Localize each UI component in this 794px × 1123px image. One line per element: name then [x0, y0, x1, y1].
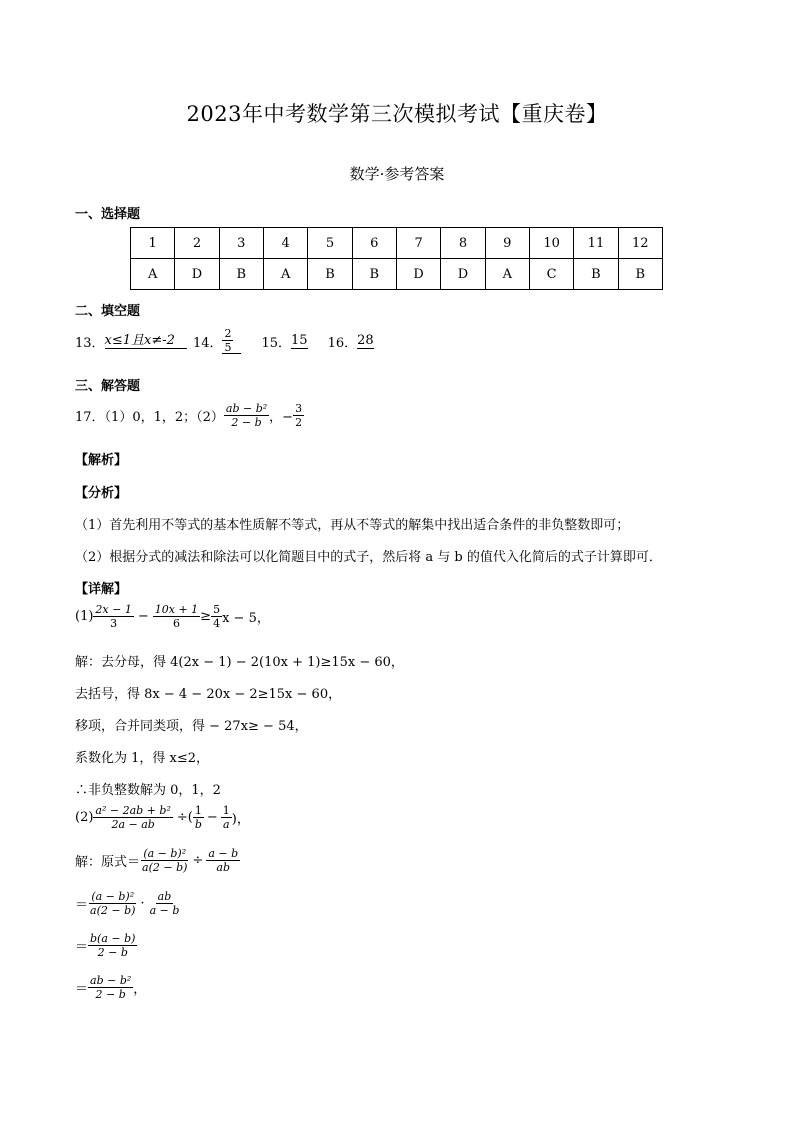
- q17-val-numerator: 3: [295, 402, 303, 415]
- table-cell: 12: [618, 228, 662, 259]
- table-cell: A: [485, 259, 529, 290]
- table-cell: B: [352, 259, 396, 290]
- part1-frac2: [153, 604, 200, 629]
- q14-denominator: 5: [224, 341, 232, 354]
- table-cell: 10: [529, 228, 573, 259]
- q13-answer: x≤1且x≠-2: [105, 334, 187, 349]
- part2-minus: −: [206, 810, 218, 825]
- table-cell: 9: [485, 228, 529, 259]
- part1-frac2-den: 6: [172, 617, 180, 630]
- step-remove-brackets: 去括号，得 8x − 4 − 20x − 2≥15x − 60，: [75, 687, 342, 702]
- table-cell: 8: [441, 228, 485, 259]
- page-subtitle: 数学·参考答案: [349, 165, 445, 183]
- step-combine-terms: 移项，合并同类项，得 − 27x≥ − 54，: [75, 719, 308, 734]
- part2-step1-frac2: [206, 848, 240, 873]
- section-choice-heading: 一、选择题: [75, 207, 141, 222]
- table-cell: 2: [175, 228, 219, 259]
- part2-div: ÷(: [176, 810, 193, 825]
- part1-frac1: [93, 604, 133, 629]
- q17-separator: ，−: [269, 410, 294, 425]
- part1-prefix: (1): [75, 609, 94, 624]
- part2-step2-prefix: ＝: [75, 898, 89, 913]
- part2-step4-tail: ，: [133, 982, 147, 997]
- part2-step3-frac: [88, 933, 137, 958]
- q14-answer-fraction: [222, 328, 241, 354]
- q17-frac-denominator: 2 − b: [231, 416, 262, 429]
- q15-number: 15．: [261, 335, 292, 351]
- part1-frac3-den: 4: [213, 617, 221, 630]
- table-cell: 3: [219, 228, 263, 259]
- q15-answer: 15: [291, 332, 308, 348]
- part1-frac3-num: 5: [213, 603, 221, 616]
- table-cell: 7: [396, 228, 440, 259]
- table-cell: B: [618, 259, 662, 290]
- part2-step2-frac2-den: a − b: [149, 904, 180, 917]
- q13-number: 13．: [75, 335, 105, 351]
- table-cell: 4: [263, 228, 307, 259]
- part2-frac2-num: 1: [194, 804, 202, 817]
- table-cell: A: [131, 259, 175, 290]
- section-solve-heading: 三、解答题: [75, 379, 141, 394]
- part2-step4-frac: [88, 975, 133, 1000]
- part2-expression: [75, 805, 250, 830]
- section-fill-heading: 二、填空题: [75, 304, 141, 319]
- part2-frac1-num: a² − 2ab + b²: [95, 804, 171, 817]
- table-cell: 11: [574, 228, 618, 259]
- q17-val-denominator: 2: [295, 416, 303, 429]
- part2-frac2-den: b: [194, 818, 202, 831]
- part1-frac2-num: 10x + 1: [154, 603, 199, 616]
- table-cell: 1: [131, 228, 175, 259]
- q17-prefix: 17．（1）0，1，2；（2）: [75, 410, 224, 425]
- table-cell: B: [574, 259, 618, 290]
- part2-step2-frac1: [88, 891, 137, 916]
- table-cell: C: [529, 259, 573, 290]
- part2-step3-prefix: ＝: [75, 940, 89, 955]
- part2-step1-frac2-num: a − b: [208, 847, 239, 860]
- part2-step1-div: ÷: [192, 853, 204, 868]
- part2-step4-frac-num: ab − b²: [90, 974, 132, 987]
- q16-answer: 28: [357, 332, 374, 348]
- part2-tail: )，: [231, 812, 250, 827]
- part2-step4-frac-den: 2 − b: [95, 988, 126, 1001]
- q17-value-fraction: [293, 403, 304, 428]
- step-clear-denominator: 解：去分母，得 4(2x − 1) − 2(10x + 1)≥15x − 60，: [75, 655, 404, 670]
- table-cell: D: [441, 259, 485, 290]
- q14-numerator: 2: [224, 327, 232, 340]
- q17-answer-line: [75, 403, 304, 428]
- table-cell: A: [263, 259, 307, 290]
- jiexi-label: 【解析】: [75, 453, 128, 468]
- analysis-line-2: （2）根据分式的减法和除法可以化简题目中的式子，然后将 a 与 b 的值代入化简后的式子计算即可．: [75, 550, 662, 565]
- part2-frac1: [93, 805, 172, 830]
- table-row-answers: [131, 259, 663, 290]
- table-cell: D: [175, 259, 219, 290]
- table-cell: B: [308, 259, 352, 290]
- table-cell: B: [219, 259, 263, 290]
- table-cell: D: [396, 259, 440, 290]
- part2-prefix: (2): [75, 810, 94, 825]
- part2-step3-frac-den: 2 − b: [97, 946, 128, 959]
- part2-step3-frac-num: b(a − b): [90, 932, 136, 945]
- part2-step4-prefix: ＝: [75, 982, 89, 997]
- xiangjie-label: 【详解】: [75, 582, 128, 597]
- part2-step2: [75, 891, 181, 916]
- part2-step1-frac2-den: ab: [216, 861, 231, 874]
- page-title: 2023年中考数学第三次模拟考试【重庆卷】: [186, 102, 608, 126]
- answer-table: [130, 227, 663, 290]
- part1-ge: ≥: [200, 609, 212, 624]
- part2-step2-frac2: [148, 891, 182, 916]
- part2-frac3-den: a: [223, 818, 230, 831]
- table-cell: 5: [308, 228, 352, 259]
- fill-answers-line: [75, 328, 374, 354]
- part1-minus: −: [137, 609, 149, 624]
- step-conclusion: ∴非负整数解为 0，1，2: [75, 783, 221, 798]
- fenxi-label: 【分析】: [75, 486, 128, 501]
- part1-frac3: [211, 604, 222, 629]
- table-row-numbers: [131, 228, 663, 259]
- part1-inequality: [75, 604, 270, 629]
- q14-number: 14．: [192, 335, 223, 351]
- table-cell: 6: [352, 228, 396, 259]
- q17-frac-numerator: ab − b²: [225, 402, 268, 415]
- part2-step1: [75, 848, 240, 873]
- part2-step3: [75, 933, 137, 958]
- part1-frac1-num: 2x − 1: [95, 603, 132, 616]
- part2-frac1-den: 2a − ab: [111, 818, 155, 831]
- part2-step1-frac1-num: (a − b)²: [143, 847, 187, 860]
- q17-fraction: [224, 403, 269, 428]
- part2-step4: [75, 975, 146, 1000]
- part1-tail: x − 5，: [222, 611, 270, 626]
- part2-step1-prefix: 解：原式＝: [75, 855, 141, 870]
- part2-step2-frac2-num: ab: [157, 890, 172, 903]
- part2-frac3: [221, 805, 232, 830]
- q16-number: 16．: [327, 335, 358, 351]
- part2-step1-frac1: [140, 848, 189, 873]
- part2-step2-dot: ·: [140, 896, 145, 911]
- step-coefficient: 系数化为 1，得 x≤2，: [75, 751, 210, 766]
- part2-step2-frac1-num: (a − b)²: [91, 890, 135, 903]
- part2-step1-frac1-den: a(2 − b): [142, 861, 188, 874]
- part2-frac2: [193, 805, 204, 830]
- analysis-line-1: （1）首先利用不等式的基本性质解不等式，再从不等式的解集中找出适合条件的非负整数即可；: [75, 518, 630, 533]
- part1-frac1-den: 3: [110, 617, 118, 630]
- part2-frac3-num: 1: [222, 804, 230, 817]
- part2-step2-frac1-den: a(2 − b): [90, 904, 136, 917]
